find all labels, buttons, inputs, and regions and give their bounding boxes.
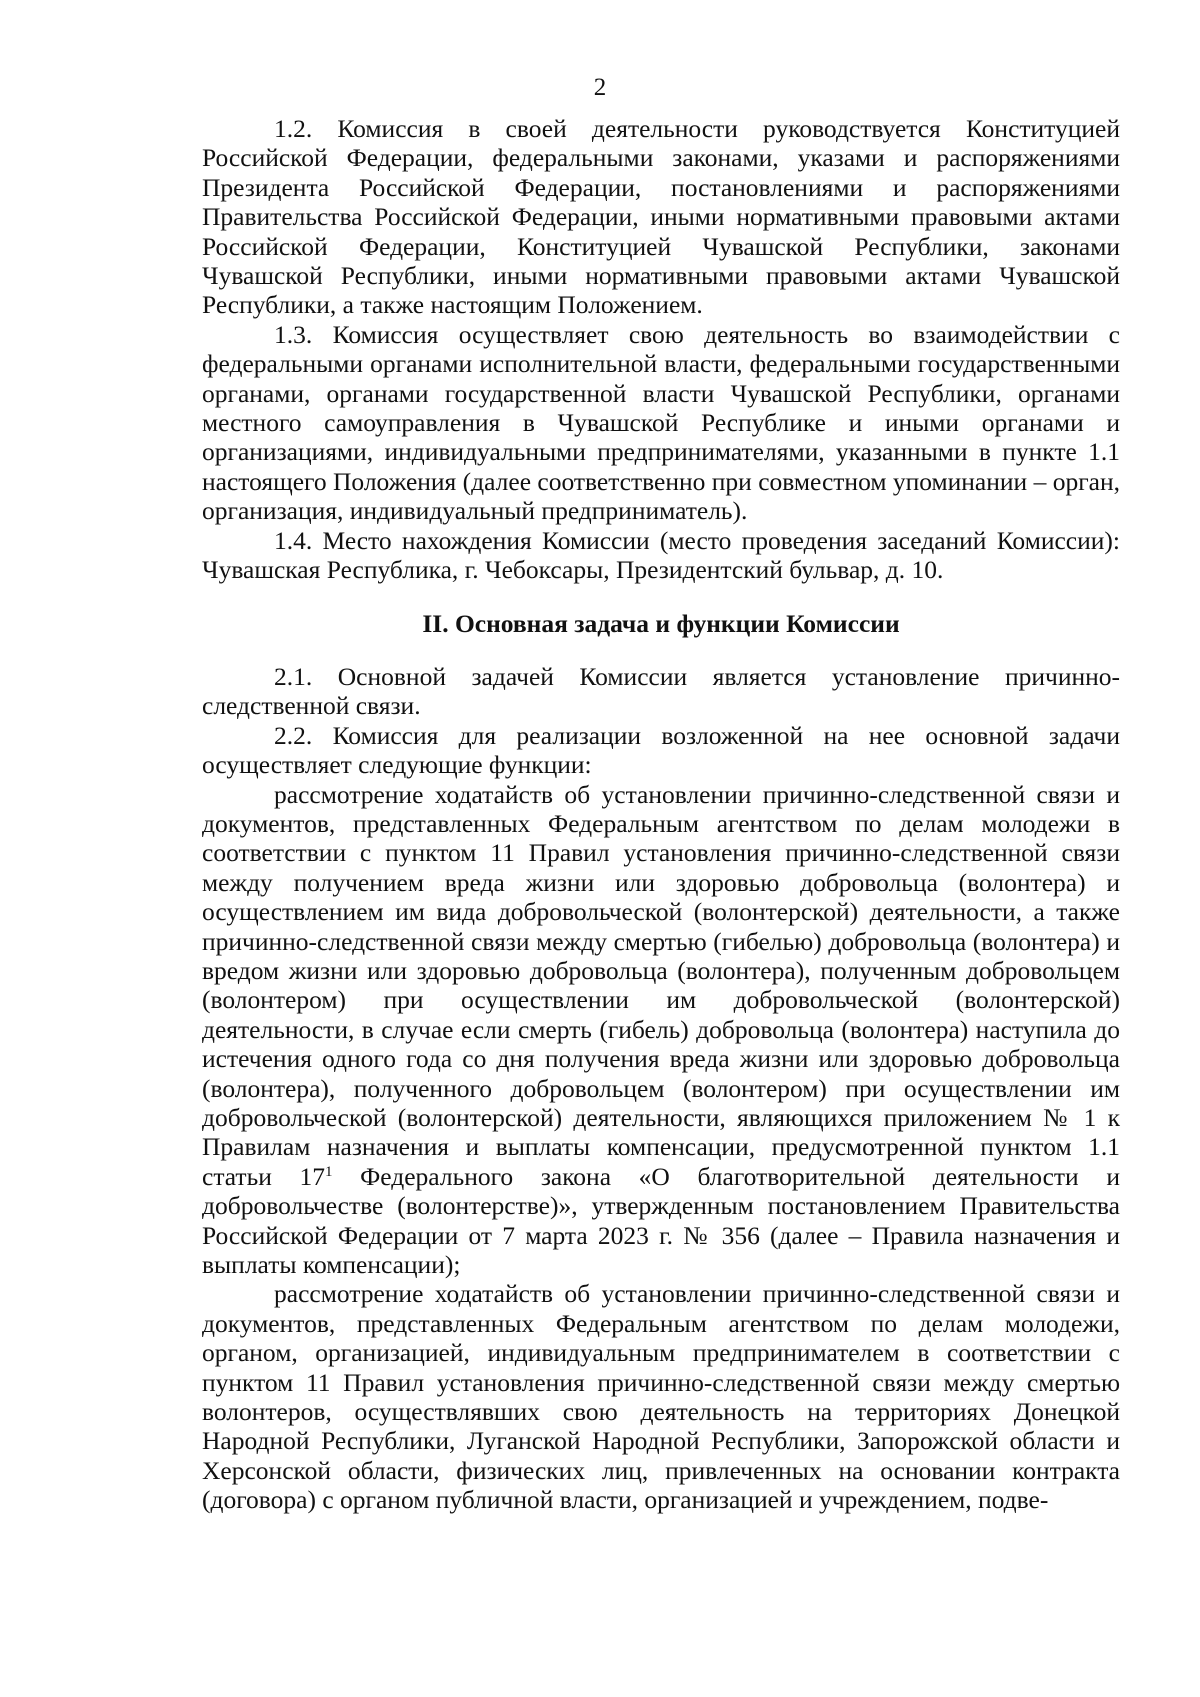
superscript-marker: 1 [325,1163,333,1180]
paragraph-2-1: 2.1. Основной задачей Комиссии является установление причинно-следственной связи. [202,661,1120,721]
paragraph-1-2: 1.2. Комиссия в своей деятельности руководствуется Конституцией Российской Федерации, федеральными законами, указами и распоряжениями Президента Российской Федерации, постановлениями и распоряжениями Правительства Российской Федерации, иными нормативными правовыми актами Российской Федерации, Конституцией Чувашской Республики, законами Чувашской Республики, иными нормативными правовыми актами Чувашской Республики, а также настоящим Положением. [202,114,1120,320]
section-heading: II. Основная задача и функции Комиссии [422,608,900,638]
paragraph-1-4: 1.4. Место нахождения Комиссии (место проведения заседаний Комиссии): Чувашская Республика, г. Чебоксары, Президентский бульвар, д. 10. [202,525,1120,585]
document-body [202,114,1120,1515]
function-item-1-text-a: рассмотрение ходатайств об установлении причинно-следственной связи и документов, представленных Федеральным агентством по делам молодежи в соответствии с пунктом 11 Правил установления причинно-следственной связи между получением вреда жизни или здоровью добровольца (волонтера) и осуществлением им вида добровольческой (волонтерской) деятельности, а также причинно-следственной связи между смертью (гибелью) добровольца (волонтера) и вредом жизни или здоровью добровольца (волонтера), полученным добровольцем (волонтером) при осуществлении им добровольческой (волонтерской) деятельности, в случае если смерть (гибель) добровольца (волонтера) наступила до истечения одного года со дня получения вреда жизни или здоровью добровольца (волонтера), полученного добровольцем (волонтером) при осуществлении им добровольческой (волонтерской) деятельности, являющихся приложением № 1 к Правилам назначения и выплаты компенсации, предусмотренной пунктом 1.1 статьи 17 [202,779,1120,1191]
function-item-1-text-b: Федерального закона «О благотворительной деятельности и добровольчестве (волонтерстве)», утвержденным постановлением Правительства Российской Федерации от 7 марта 2023 г. № 356 (далее – Правила назначения и выплаты компенсации); [202,1161,1120,1280]
page-number: 2 [593,74,607,101]
function-item-2: рассмотрение ходатайств об установлении причинно-следственной связи и документов, представленных Федеральным агентством по делам молодежи, органом, организацией, индивидуальным предпринимателем в соответствии с пунктом 11 Правил установления причинно-следственной связи между смертью волонтеров, осуществлявших свою деятельность на территориях Донецкой Народной Республики, Луганской Народной Республики, Запорожской области и Херсонской области, физических лиц, привлеченных на основании контракта (договора) с органом публичной власти, организацией и учреждением, подве- [202,1279,1120,1515]
paragraph-2-2: 2.2. Комиссия для реализации возложенной на нее основной задачи осуществляет следующие функции: [202,720,1120,780]
function-item-1 [202,780,1120,1280]
paragraph-1-3: 1.3. Комиссия осуществляет свою деятельность во взаимодействии с федеральными органами исполнительной власти, федеральными государственными органами, органами государственной власти Чувашской Республики, органами местного самоуправления в Чувашской Республике и иными органами и организациями, индивидуальными предпринимателями, указанными в пункте 1.1 настоящего Положения (далее соответственно при совместном упоминании – орган, организация, индивидуальный предприниматель). [202,319,1120,526]
